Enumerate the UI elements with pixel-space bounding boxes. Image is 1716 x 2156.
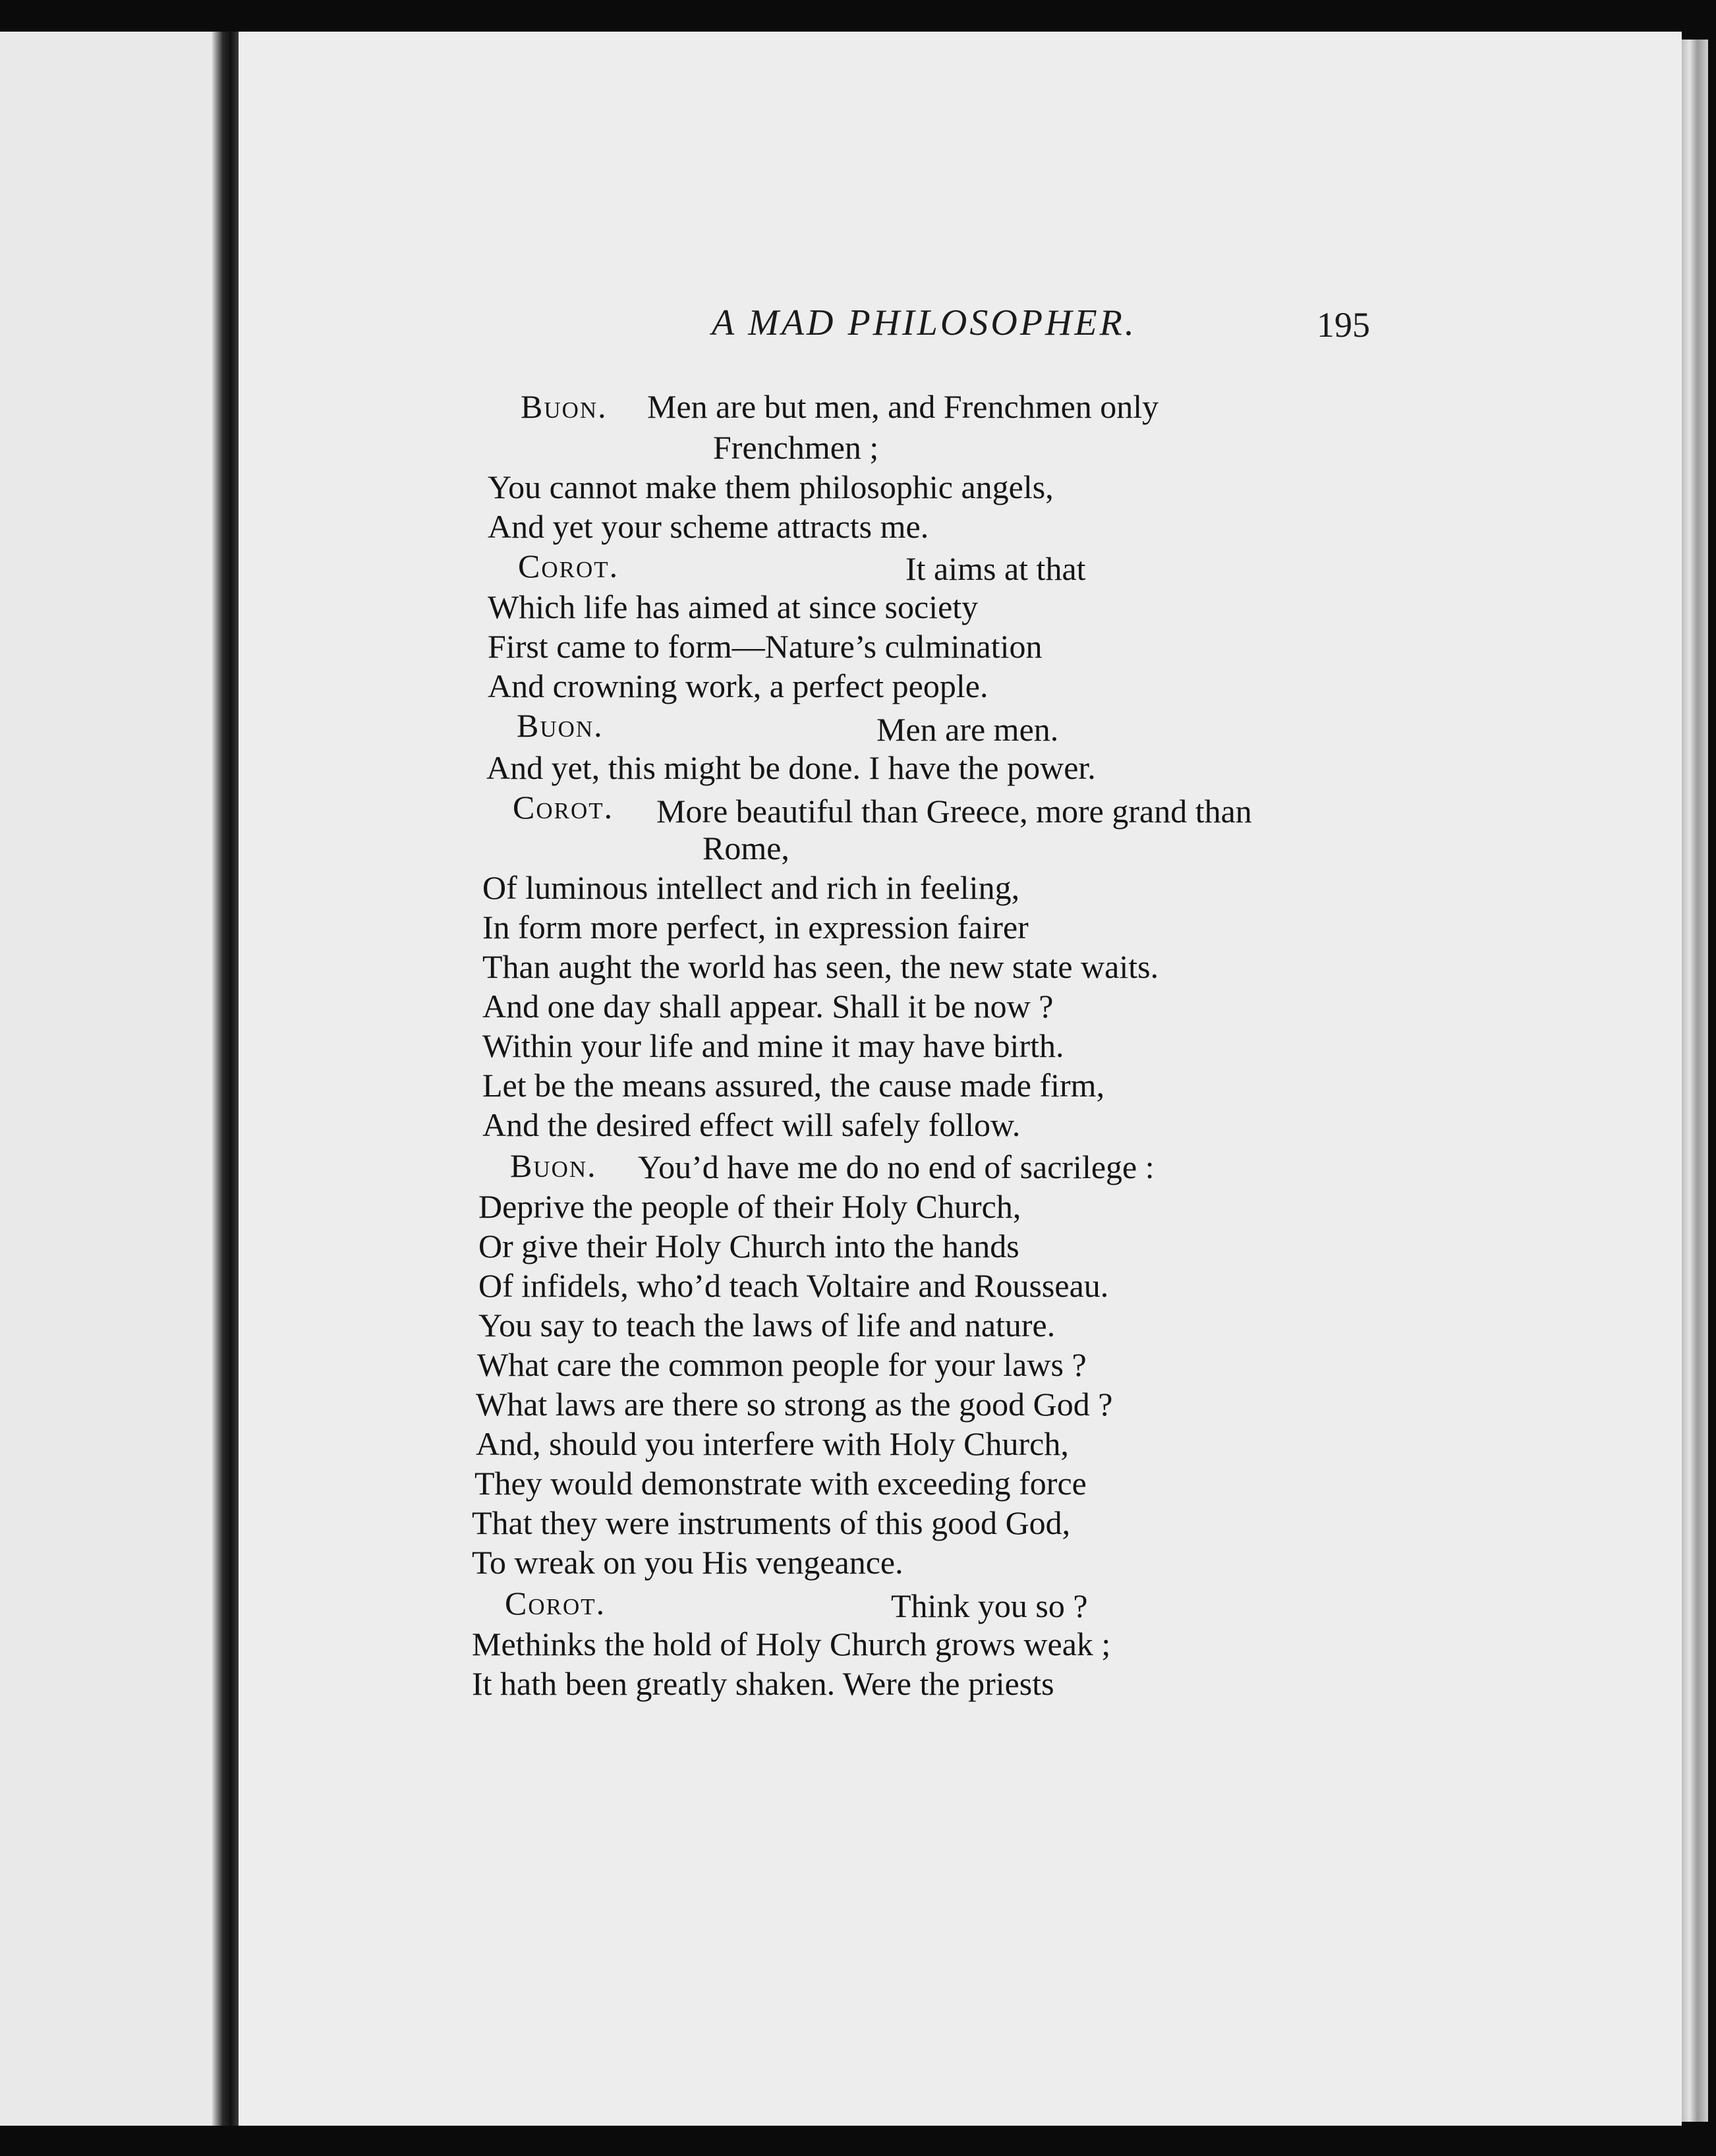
verse-line: Of infidels, who’d teach Voltaire and Rousseau. bbox=[478, 1267, 1109, 1304]
verse-line: And yet, this might be done. I have the power. bbox=[486, 749, 1096, 786]
speaker-name: Buon. bbox=[521, 388, 608, 425]
verse-line: Frenchmen ; bbox=[713, 429, 879, 466]
page-fore-edge bbox=[1682, 40, 1708, 2122]
verse-line: What care the common people for your laws ? bbox=[477, 1346, 1087, 1383]
verse-line bbox=[505, 1587, 606, 1620]
verse-line: Within your life and mine it may have birth. bbox=[482, 1027, 1064, 1064]
verse-line: That they were instruments of this good God, bbox=[472, 1504, 1071, 1541]
verse-line: Let be the means assured, the cause made firm, bbox=[482, 1067, 1105, 1104]
verse-line bbox=[517, 709, 604, 742]
running-head: A MAD PHILOSOPHER. bbox=[712, 302, 1137, 343]
verse-line: What laws are there so strong as the good God ? bbox=[476, 1386, 1113, 1423]
verse-line bbox=[521, 390, 608, 423]
verse-line: And yet your scheme attracts me. bbox=[488, 508, 929, 545]
verse-line bbox=[518, 550, 619, 582]
verse-line: And, should you interfere with Holy Church, bbox=[476, 1425, 1069, 1462]
speaker-name: Corot. bbox=[513, 789, 614, 826]
speaker-name: Buon. bbox=[517, 707, 604, 744]
verse-line: Of luminous intellect and rich in feeling, bbox=[482, 869, 1020, 906]
verse-line: And crowning work, a perfect people. bbox=[488, 667, 988, 704]
verse-line bbox=[513, 791, 614, 824]
verse-line: And one day shall appear. Shall it be now ? bbox=[482, 988, 1054, 1025]
verse-line: Methinks the hold of Holy Church grows weak ; bbox=[472, 1626, 1111, 1662]
page-number: 195 bbox=[1317, 305, 1370, 345]
verse-line bbox=[510, 1149, 597, 1182]
verse-line: They would demonstrate with exceeding force bbox=[474, 1465, 1087, 1502]
verse-line: You’d have me do no end of sacrilege : bbox=[638, 1149, 1155, 1185]
speaker-name: Buon. bbox=[510, 1147, 597, 1184]
verse-line: Rome, bbox=[702, 830, 789, 866]
verse-line: It hath been greatly shaken. Were the priests bbox=[472, 1665, 1054, 1702]
verse-line: In form more perfect, in expression fairer bbox=[482, 909, 1029, 946]
verse-line: More beautiful than Greece, more grand than bbox=[656, 793, 1252, 830]
verse-line: Men are but men, and Frenchmen only bbox=[647, 388, 1159, 425]
verse-line: Deprive the people of their Holy Church, bbox=[478, 1188, 1021, 1225]
verse-line: Think you so ? bbox=[891, 1587, 1088, 1624]
verse-line: And the desired effect will safely follow. bbox=[482, 1106, 1021, 1143]
verse-line: First came to form—Nature’s culmination bbox=[488, 628, 1043, 665]
verse-line: You say to teach the laws of life and nature. bbox=[478, 1307, 1056, 1344]
verse-line: Men are men. bbox=[876, 711, 1059, 748]
speaker-name: Corot. bbox=[518, 548, 619, 584]
verse-line: You cannot make them philosophic angels, bbox=[488, 468, 1054, 505]
verse-line: To wreak on you His vengeance. bbox=[472, 1544, 903, 1581]
verse-line: Or give their Holy Church into the hands bbox=[478, 1228, 1019, 1264]
verse-line: Than aught the world has seen, the new state waits. bbox=[482, 948, 1159, 985]
speaker-name: Corot. bbox=[505, 1585, 606, 1622]
verse-line: It aims at that bbox=[905, 550, 1086, 587]
verse-line: Which life has aimed at since society bbox=[488, 588, 979, 625]
